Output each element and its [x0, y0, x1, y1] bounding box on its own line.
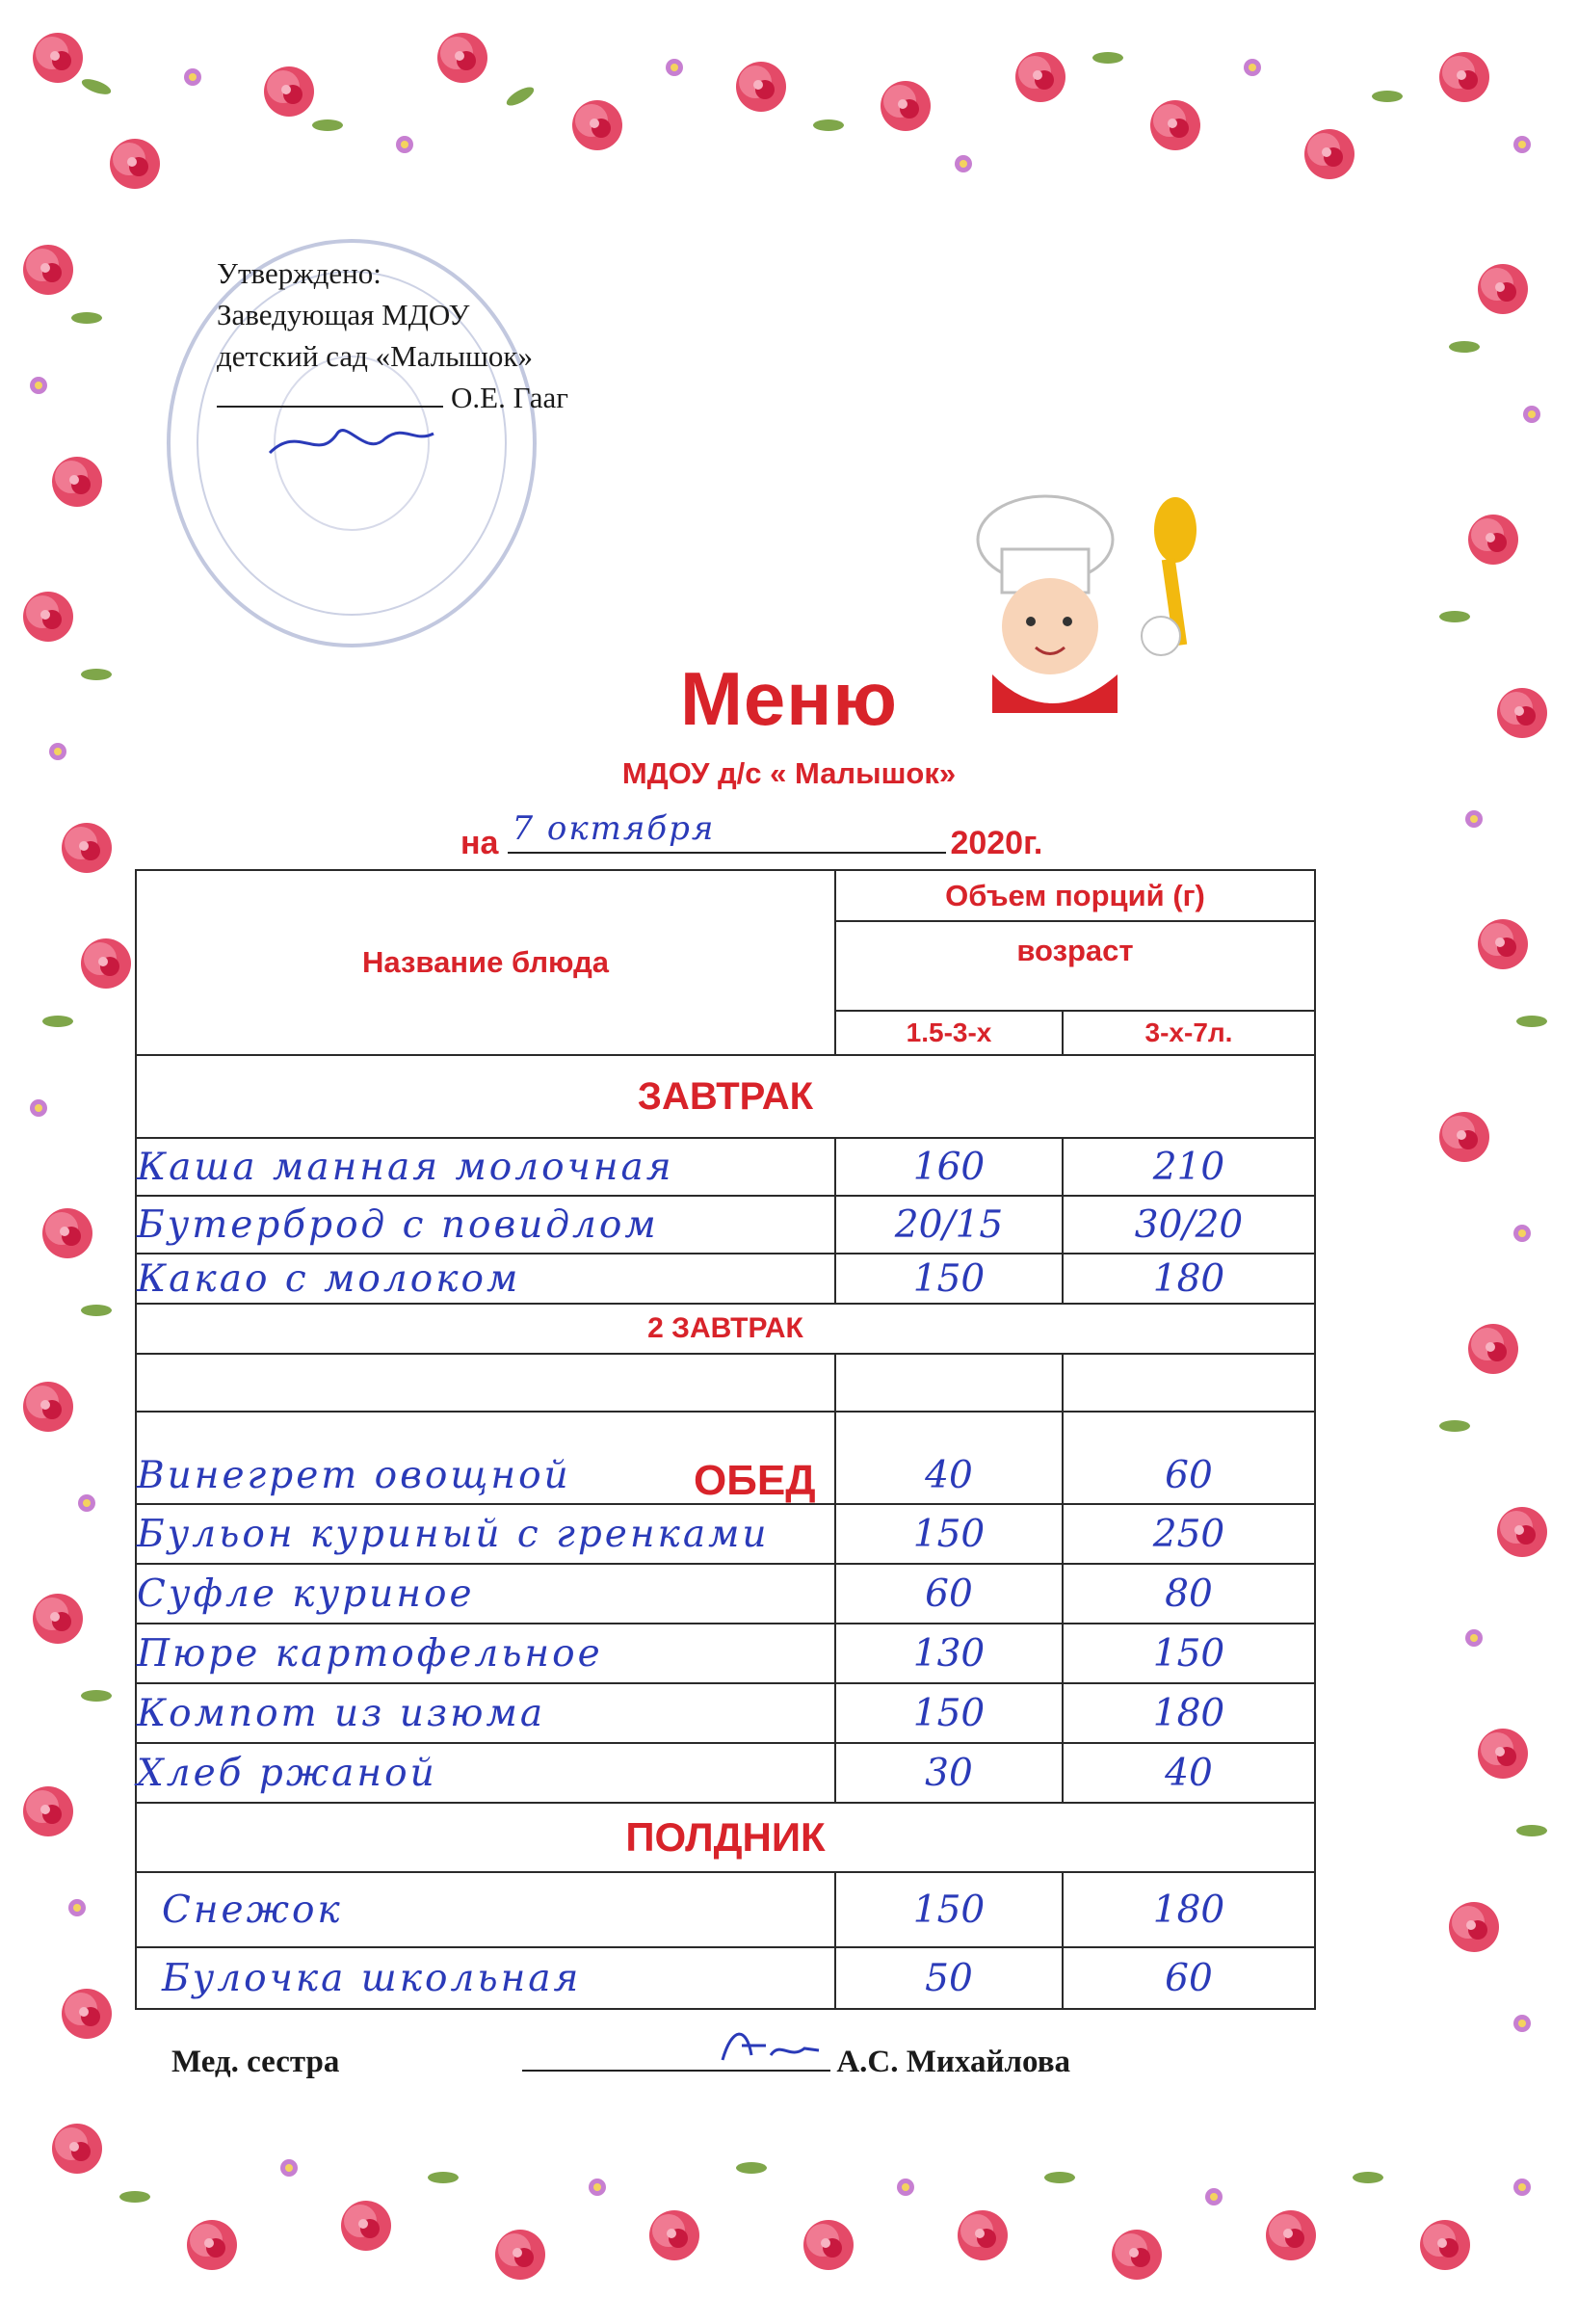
empty-cell: [835, 1354, 1063, 1412]
portion-age-2: 180: [1063, 1254, 1315, 1304]
empty-cell: [136, 1354, 835, 1412]
portion-age-1: 150: [835, 1872, 1063, 1947]
date-blank: [508, 809, 946, 854]
table-row: [136, 1743, 1315, 1803]
footer-signature-line: [171, 2041, 1070, 2080]
section-snack: ПОЛДНИК: [136, 1803, 1315, 1872]
nurse-signature: [713, 2021, 828, 2070]
dish-name: Бульон куриный с гренками: [136, 1504, 835, 1564]
director-signature: [260, 405, 443, 472]
approval-block: [217, 252, 568, 418]
dish-name: Какао с молоком: [136, 1254, 835, 1304]
portion-age-1: 60: [835, 1564, 1063, 1624]
menu-date-line: [460, 809, 1043, 862]
portion-age-2: 180: [1063, 1683, 1315, 1743]
portion-age-2: 60: [1063, 1412, 1315, 1504]
table-row: [136, 1683, 1315, 1743]
dish-name: Снежок: [136, 1872, 835, 1947]
table-row: [136, 1947, 1315, 2009]
approval-organization: детский сад «Малышок»: [217, 339, 533, 373]
page-subtitle: МДОУ д/с « Малышок»: [621, 756, 957, 790]
empty-cell: [1063, 1354, 1315, 1412]
section-breakfast: ЗАВТРАК: [136, 1055, 1315, 1138]
portion-age-2: 80: [1063, 1564, 1315, 1624]
approval-signer: О.Е. Гааг: [451, 381, 568, 414]
table-row-empty: [136, 1354, 1315, 1412]
table-row: [136, 1138, 1315, 1196]
table-row: [136, 1196, 1315, 1254]
portion-age-2: 210: [1063, 1138, 1315, 1196]
menu-table: [135, 869, 1316, 2010]
table-row: [136, 1872, 1315, 1947]
dish-name: Винегрет овощной: [136, 1412, 835, 1504]
dish-name: Каша манная молочная: [136, 1138, 835, 1196]
approval-title: Утверждено:: [217, 256, 381, 290]
portion-age-2: 60: [1063, 1947, 1315, 2009]
portion-age-1: 40: [835, 1412, 1063, 1504]
date-handwritten: 7 октября: [512, 809, 716, 848]
signature-line: [217, 377, 443, 408]
dish-name: Суфле куриное: [136, 1564, 835, 1624]
table-row: [136, 1564, 1315, 1624]
table-row: [136, 1624, 1315, 1683]
portion-age-1: 50: [835, 1947, 1063, 2009]
section-second-breakfast: 2 ЗАВТРАК: [136, 1304, 1315, 1354]
dish-name: Бутерброд с повидлом: [136, 1196, 835, 1254]
dish-name: Булочка школьная: [136, 1947, 835, 2009]
dish-name: Хлеб ржаной: [136, 1743, 835, 1803]
portion-age-1: 160: [835, 1138, 1063, 1196]
portion-age-1: 20/15: [835, 1196, 1063, 1254]
portion-age-1: 150: [835, 1683, 1063, 1743]
table-row: [136, 1254, 1315, 1304]
portion-age-1: 130: [835, 1624, 1063, 1683]
dish-name: Пюре картофельное: [136, 1624, 835, 1683]
section-lunch: ОБЕД: [694, 1457, 816, 1504]
date-prefix: на: [460, 825, 499, 861]
approval-position: Заведующая МДОУ: [217, 298, 470, 331]
table-row: [136, 1504, 1315, 1564]
date-suffix: 2020г.: [950, 825, 1043, 861]
portion-age-2: 180: [1063, 1872, 1315, 1947]
footer-role: Мед. сестра: [171, 2045, 340, 2079]
footer-name: А.С. Михайлова: [836, 2045, 1071, 2079]
portion-age-2: 150: [1063, 1624, 1315, 1683]
portion-age-2: 40: [1063, 1743, 1315, 1803]
portion-age-1: 150: [835, 1504, 1063, 1564]
column-header-age-2: 3-х-7л.: [1063, 1011, 1315, 1055]
column-header-age-1: 1.5-3-х: [835, 1011, 1063, 1055]
page-title: Меню: [679, 656, 899, 741]
column-header-volume: Объем порций (г): [835, 870, 1315, 921]
portion-age-1: 150: [835, 1254, 1063, 1304]
portion-age-1: 30: [835, 1743, 1063, 1803]
column-header-dish-name: Название блюда: [136, 870, 835, 1055]
portion-age-2: 30/20: [1063, 1196, 1315, 1254]
dish-name: Компот из изюма: [136, 1683, 835, 1743]
portion-age-2: 250: [1063, 1504, 1315, 1564]
column-header-age: возраст: [835, 921, 1315, 1011]
